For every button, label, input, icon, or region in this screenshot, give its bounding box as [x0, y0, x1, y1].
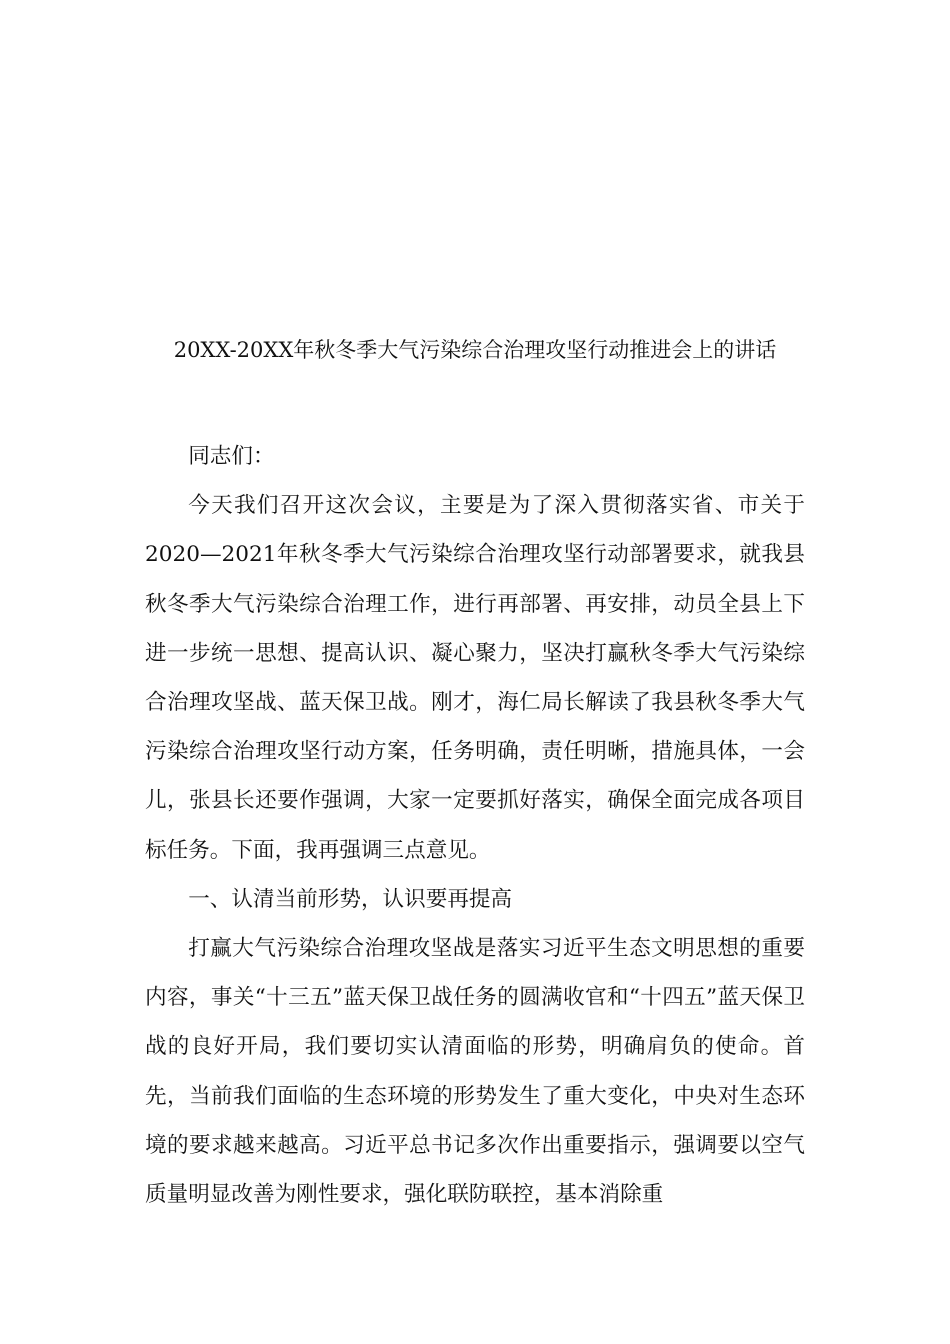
- section-heading-1: 一、认清当前形势，认识要再提高: [188, 886, 513, 912]
- intro-paragraph: 今天我们召开这次会议，主要是为了深入贯彻落实省、市关于2020—2021年秋冬季大气污染综合治理攻坚行动部署要求，就我县秋冬季大气污染综合治理工作，进行再部署、再安排，动员全县上下进一步统一思想、提高认识、凝心聚力，坚决打赢秋冬季大气污染综合治理攻坚战、蓝天保卫战。刚才，海仁局长解读了我县秋冬季大气污染综合治理攻坚行动方案，任务明确，责任明晰，措施具体，一会儿，张县长还要作强调，大家一定要抓好落实，确保全面完成各项目标任务。下面，我再强调三点意见。: [145, 493, 805, 863]
- section-1-paragraph: 打赢大气污染综合治理攻坚战是落实习近平生态文明思想的重要内容，事关“十三五”蓝天保卫战任务的圆满收官和“十四五”蓝天保卫战的良好开局，我们要切实认清面临的形势，明确肩负的使命。首先，当前我们面临的生态环境的形势发生了重大变化，中央对生态环境的要求越来越高。习近平总书记多次作出重要指示，强调要以空气质量明显改善为刚性要求，强化联防联控，基本消除重: [145, 936, 805, 1208]
- document-body: [145, 432, 805, 1219]
- salutation-paragraph: 同志们：: [188, 444, 275, 469]
- document-title: 20XX-20XX年秋冬季大气污染综合治理攻坚行动推进会上的讲话: [173, 338, 777, 362]
